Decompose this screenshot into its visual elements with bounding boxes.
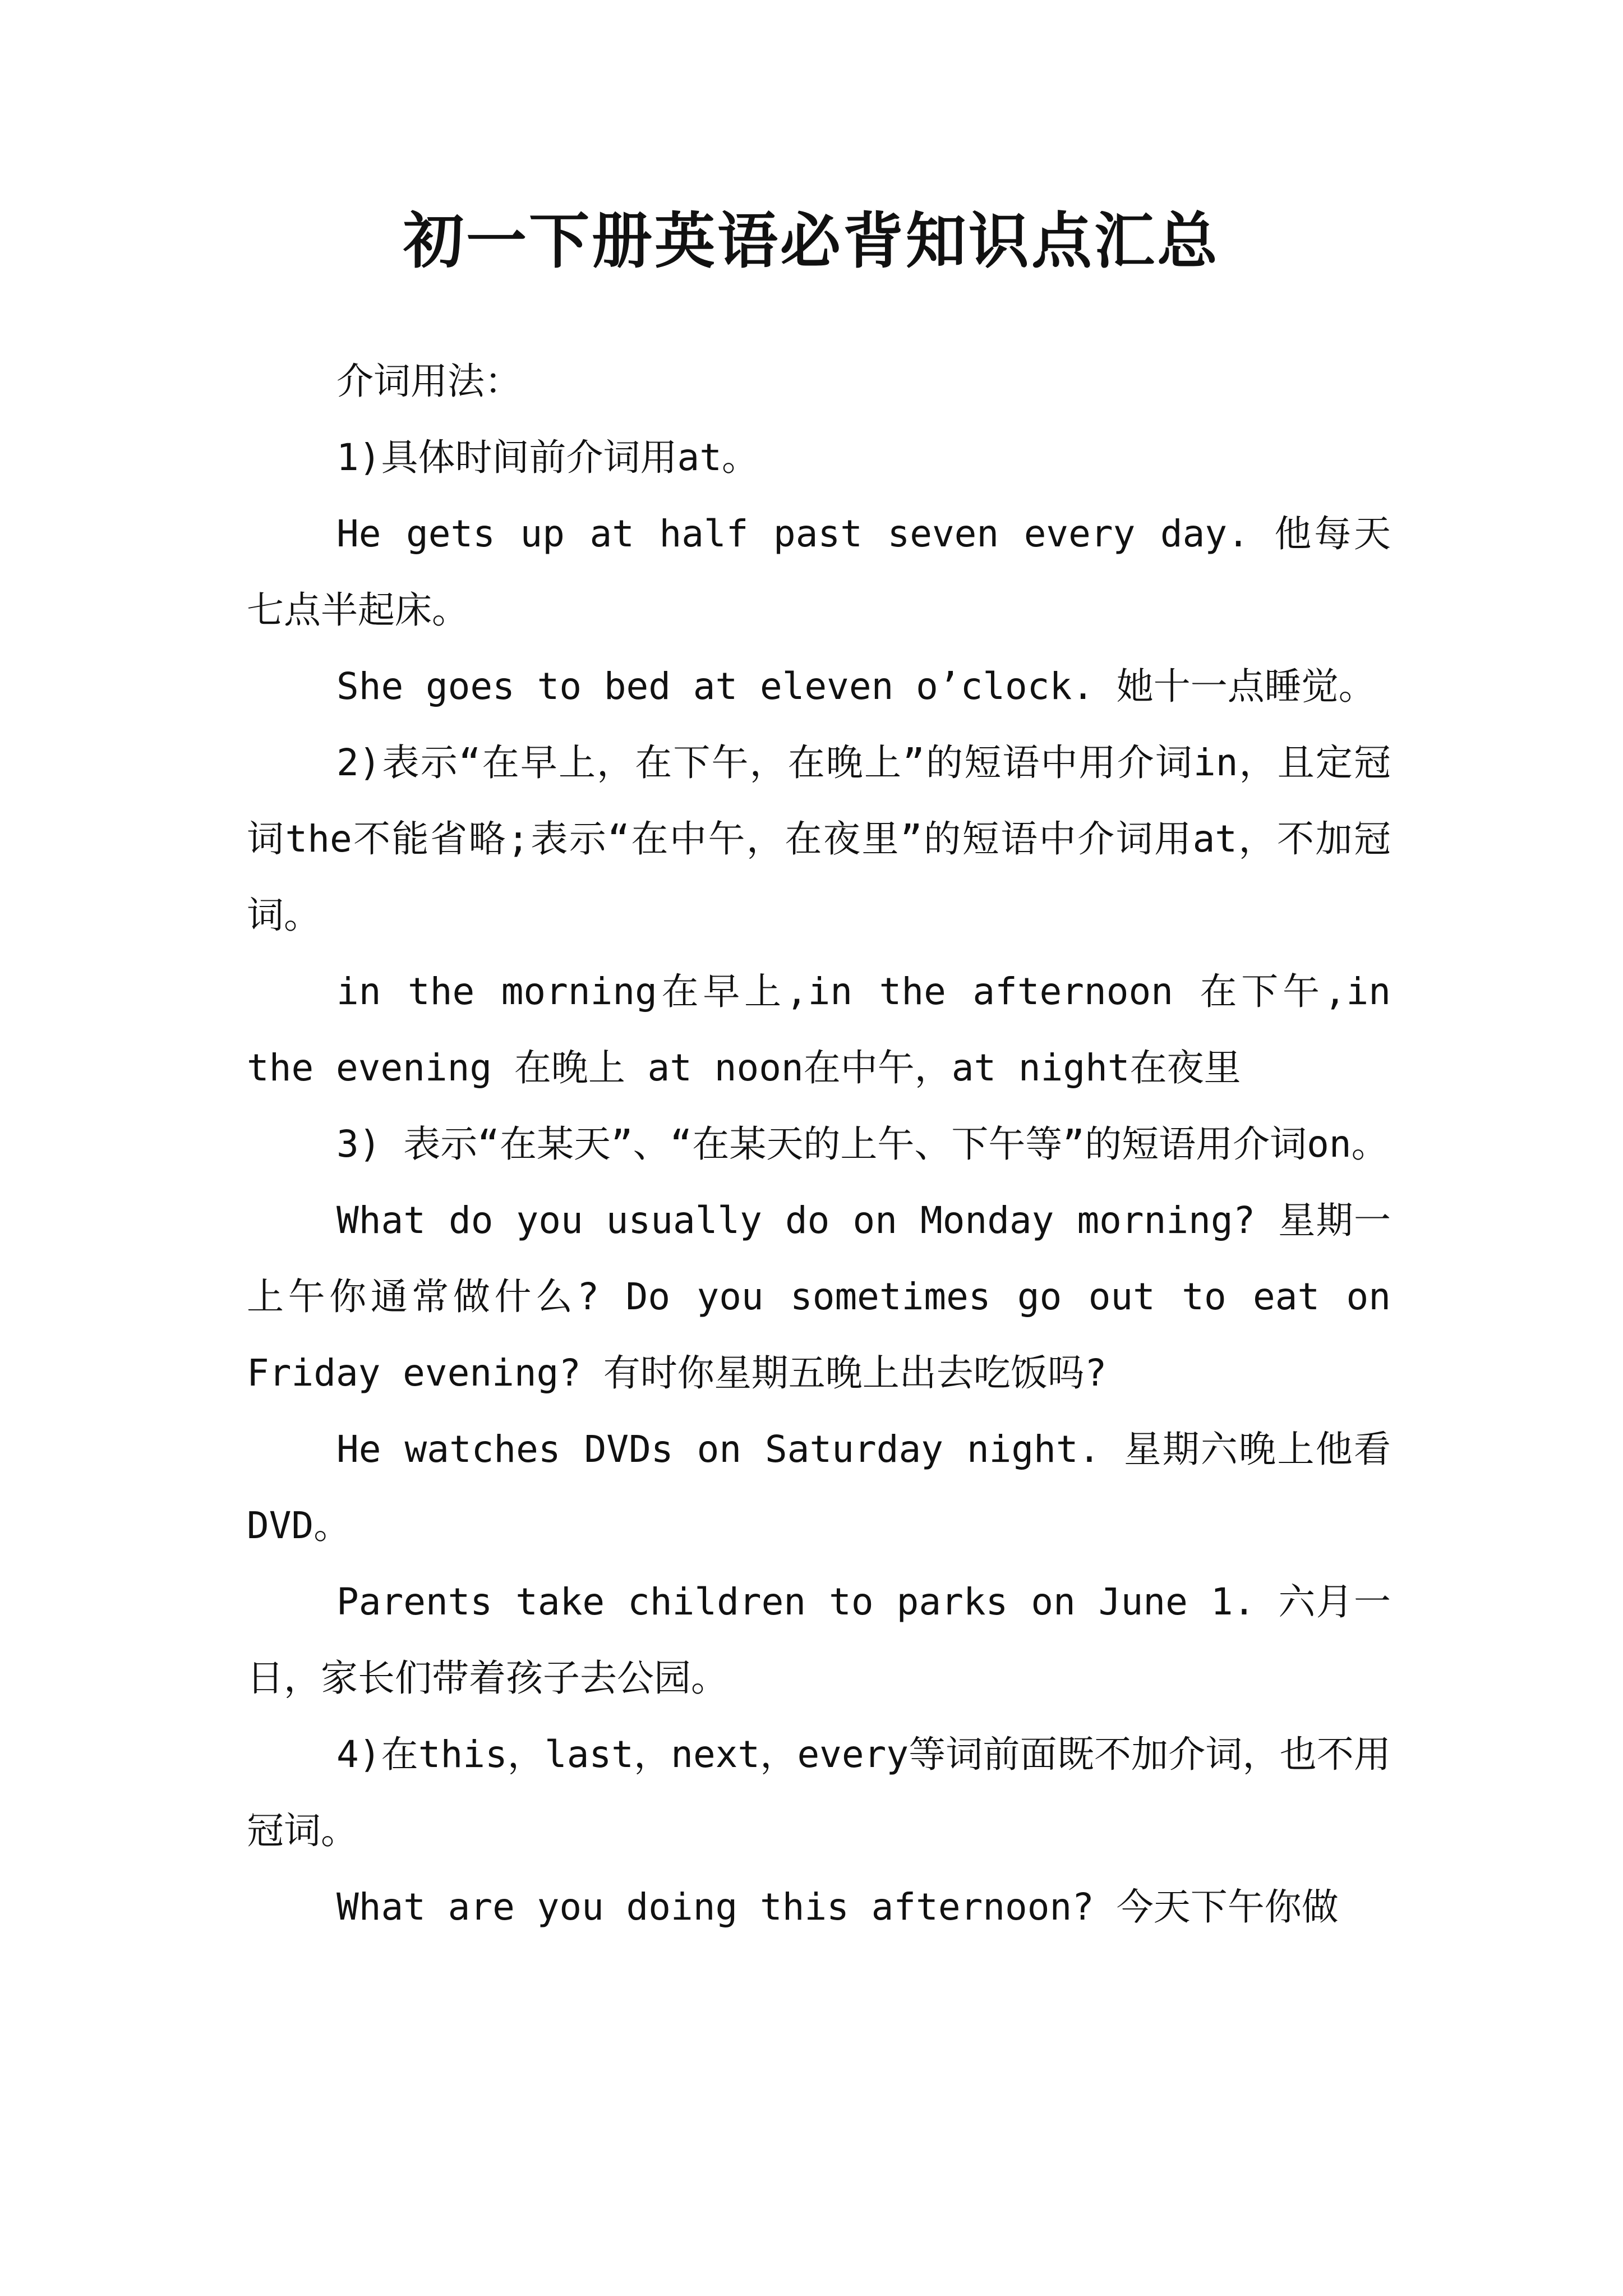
paragraph-example-3: in the morning在早上,in the afternoon 在下午,in the evening 在晚上 at noon在中午，at night在夜里 bbox=[247, 970, 1391, 1089]
paragraph-example-1: He gets up at half past seven every day. 他每天七点半起床。 bbox=[247, 512, 1391, 632]
paragraph-rule-2: 2)表示“在早上，在下午，在晚上”的短语中用介词in，且定冠词the不能省略;表示“在中午，在夜里”的短语中介词用at，不加冠词。 bbox=[247, 741, 1391, 937]
paragraph-rule-3: 3) 表示“在某天”、“在某天的上午、下午等”的短语用介词on。 bbox=[336, 1122, 1389, 1166]
paragraph-example-6: Parents take children to parks on June 1. 六月一日，家长们带着孩子去公园。 bbox=[247, 1580, 1391, 1700]
paragraph-example-5: He watches DVDs on Saturday night. 星期六晚上他看DVD。 bbox=[247, 1428, 1391, 1547]
paragraph-example-2: She goes to bed at eleven o’clock. 她十一点睡觉。 bbox=[336, 665, 1376, 708]
document-title: 初一下册英语必背知识点汇总 bbox=[403, 206, 1220, 277]
paragraph-rule-4: 4)在this，last，next，every等词前面既不加介词，也不用冠词。 bbox=[247, 1733, 1391, 1852]
paragraph-rule-1: 1)具体时间前介词用at。 bbox=[336, 436, 759, 479]
paragraph-example-7: What are you doing this afternoon? 今天下午你做 bbox=[336, 1885, 1339, 1929]
document-body bbox=[247, 343, 1391, 1945]
paragraph-prepositions-heading: 介词用法： bbox=[336, 360, 522, 403]
paragraph-example-4: What do you usually do on Monday morning? 星期一上午你通常做什么? Do you sometimes go out to eat on Friday evening? 有时你星期五晚上出去吃饭吗? bbox=[247, 1199, 1391, 1395]
